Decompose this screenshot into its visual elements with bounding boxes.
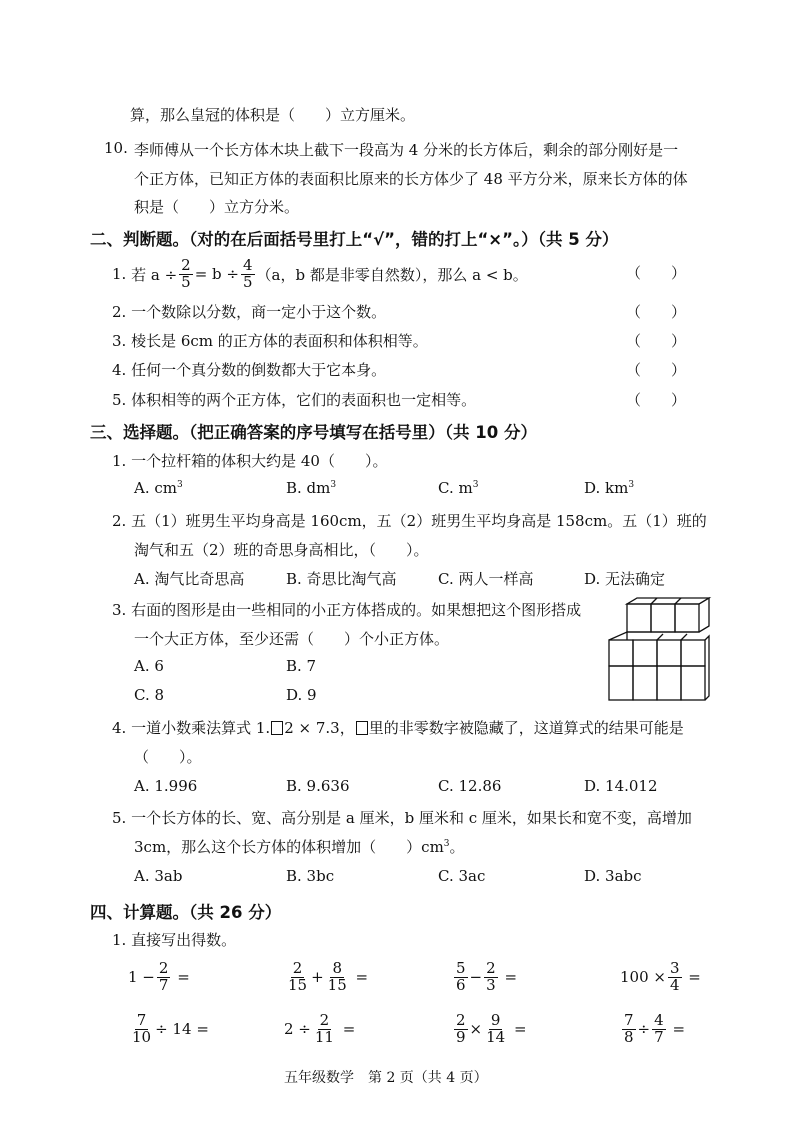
judge-text-post: （a，b 都是非零自然数），那么 a < b。 — [256, 265, 528, 284]
answer-paren[interactable]: （ ） — [626, 264, 687, 282]
option-a[interactable]: A. 1.996 — [134, 777, 198, 795]
calc-expr: 2 ÷ $\frac{2}{11}$ = — [284, 1010, 356, 1046]
option-c[interactable]: C. 12.86 — [438, 777, 502, 795]
section-2-title: 二、判断题。（对的在后面括号里打上“√”，错的打上“×”。）（共 5 分） — [90, 230, 619, 249]
calc-expr: $\frac{7}{8}$ ÷ $\frac{4}{7}$ = — [624, 1010, 686, 1046]
option-b[interactable]: B. 9.636 — [286, 777, 350, 795]
q10-line1: 李师傅从一个长方体木块上截下一段高为 4 分米的长方体后，剩余的部分刚好是一 — [134, 141, 679, 159]
calc-expr: 100 × $\frac{3}{4}$ = — [620, 958, 701, 994]
choice-q3-line1: 3. 右面的图形是由一些相同的小正方体搭成的。如果想把这个图形搭成 — [112, 601, 582, 619]
judge-text-mid: = b ÷ — [194, 265, 239, 283]
q10-line2: 个正方体，已知正方体的表面积比原来的长方体少了 48 平方分米，原来长方体的体 — [134, 170, 688, 188]
option-a[interactable]: A. 3ab — [134, 867, 183, 885]
judge-item-2: 2. 一个数除以分数，商一定小于这个数。 — [112, 303, 387, 321]
judge-num: 1. — [112, 265, 127, 283]
fraction: $\frac{2}{5}$ — [181, 255, 191, 291]
answer-paren[interactable]: （ ） — [626, 361, 687, 379]
choice-q5-line2: 3cm，那么这个长方体的体积增加（ ）$cm^3$。 — [134, 838, 465, 856]
choice-q3-line2: 一个大正方体，至少还需（ ）个小正方体。 — [134, 630, 450, 648]
choice-q2-line1: 2. 五（1）班男生平均身高是 160cm，五（2）班男生平均身高是 158cm。五（1）班的 — [112, 512, 707, 530]
calc-expr: 1 − $\frac{2}{7}$ = — [128, 958, 190, 994]
fraction: $\frac{4}{5}$ — [242, 255, 253, 291]
answer-paren[interactable]: （ ） — [626, 303, 687, 321]
q9-continuation: 算，那么皇冠的体积是（ ）立方厘米。 — [130, 106, 416, 124]
option-b[interactable]: B. 7 — [286, 657, 317, 675]
calc-expr: $\frac{5}{6}$ − $\frac{2}{3}$ = — [456, 958, 518, 994]
option-b[interactable]: B. 3bc — [286, 867, 335, 885]
judge-item-3: 3. 棱长是 6cm 的正方体的表面积和体积相等。 — [112, 332, 428, 350]
section-3-title: 三、选择题。（把正确答案的序号填写在括号里）（共 10 分） — [90, 423, 537, 442]
choice-q5-line1: 5. 一个长方体的长、宽、高分别是 a 厘米，b 厘米和 c 厘米，如果长和宽不变，高增加 — [112, 809, 692, 827]
option-d[interactable]: D. 3abc — [584, 867, 642, 885]
calc-expr: $\frac{7}{10}$ ÷ 14 = — [132, 1010, 209, 1046]
choice-q2-line2: 淘气和五（2）班的奇思身高相比，（ ）。 — [134, 541, 429, 559]
calc-expr: $\frac{2}{9}$ × $\frac{9}{14}$ = — [456, 1010, 527, 1046]
judge-item-1 — [112, 256, 528, 292]
section-4-title: 四、计算题。（共 26 分） — [90, 903, 282, 922]
judge-text-pre: 若 a ÷ — [131, 265, 178, 284]
option-a[interactable]: A. 淘气比奇思高 — [134, 570, 245, 588]
option-b[interactable]: B. 奇思比淘气高 — [286, 570, 397, 588]
judge-item-5: 5. 体积相等的两个正方体，它们的表面积也一定相等。 — [112, 391, 477, 409]
option-c[interactable]: C. 两人一样高 — [438, 570, 534, 588]
answer-paren[interactable]: （ ） — [626, 391, 687, 409]
choice-q4-line2: （ ）。 — [134, 748, 202, 766]
page-footer: 五年级数学 第 2 页（共 4 页） — [284, 1070, 488, 1086]
option-d[interactable]: D. 9 — [286, 686, 317, 704]
option-c[interactable]: C. $m^3$ — [438, 479, 479, 497]
option-d[interactable]: D. $km^3$ — [584, 479, 635, 497]
choice-q4-line1: 4. 一道小数乘法算式 1. 2 × 7.3， 里的非零数字被隐藏了，这道算式的结果可能是 — [112, 718, 684, 737]
option-b[interactable]: B. $dm^3$ — [286, 479, 337, 497]
calc-q1: 1. 直接写出得数。 — [112, 931, 237, 949]
option-a[interactable]: A. $cm^3$ — [134, 479, 183, 497]
option-d[interactable]: D. 14.012 — [584, 777, 658, 795]
q10-line3: 积是（ ）立方分米。 — [134, 198, 300, 216]
cube-stack-figure — [605, 596, 715, 706]
option-a[interactable]: A. 6 — [134, 657, 164, 675]
judge-item-4: 4. 任何一个真分数的倒数都大于它本身。 — [112, 361, 387, 379]
calc-expr: $\frac{2}{15}$ + $\frac{8}{15}$ = — [288, 958, 369, 994]
choice-q1: 1. 一个拉杆箱的体积大约是 40（ ）。 — [112, 452, 388, 470]
hidden-digit-box — [271, 721, 283, 735]
answer-paren[interactable]: （ ） — [626, 332, 687, 350]
option-c[interactable]: C. 3ac — [438, 867, 486, 885]
option-c[interactable]: C. 8 — [134, 686, 165, 704]
hidden-digit-box — [356, 721, 368, 735]
option-d[interactable]: D. 无法确定 — [584, 570, 666, 588]
q10-number: 10. — [104, 139, 128, 157]
